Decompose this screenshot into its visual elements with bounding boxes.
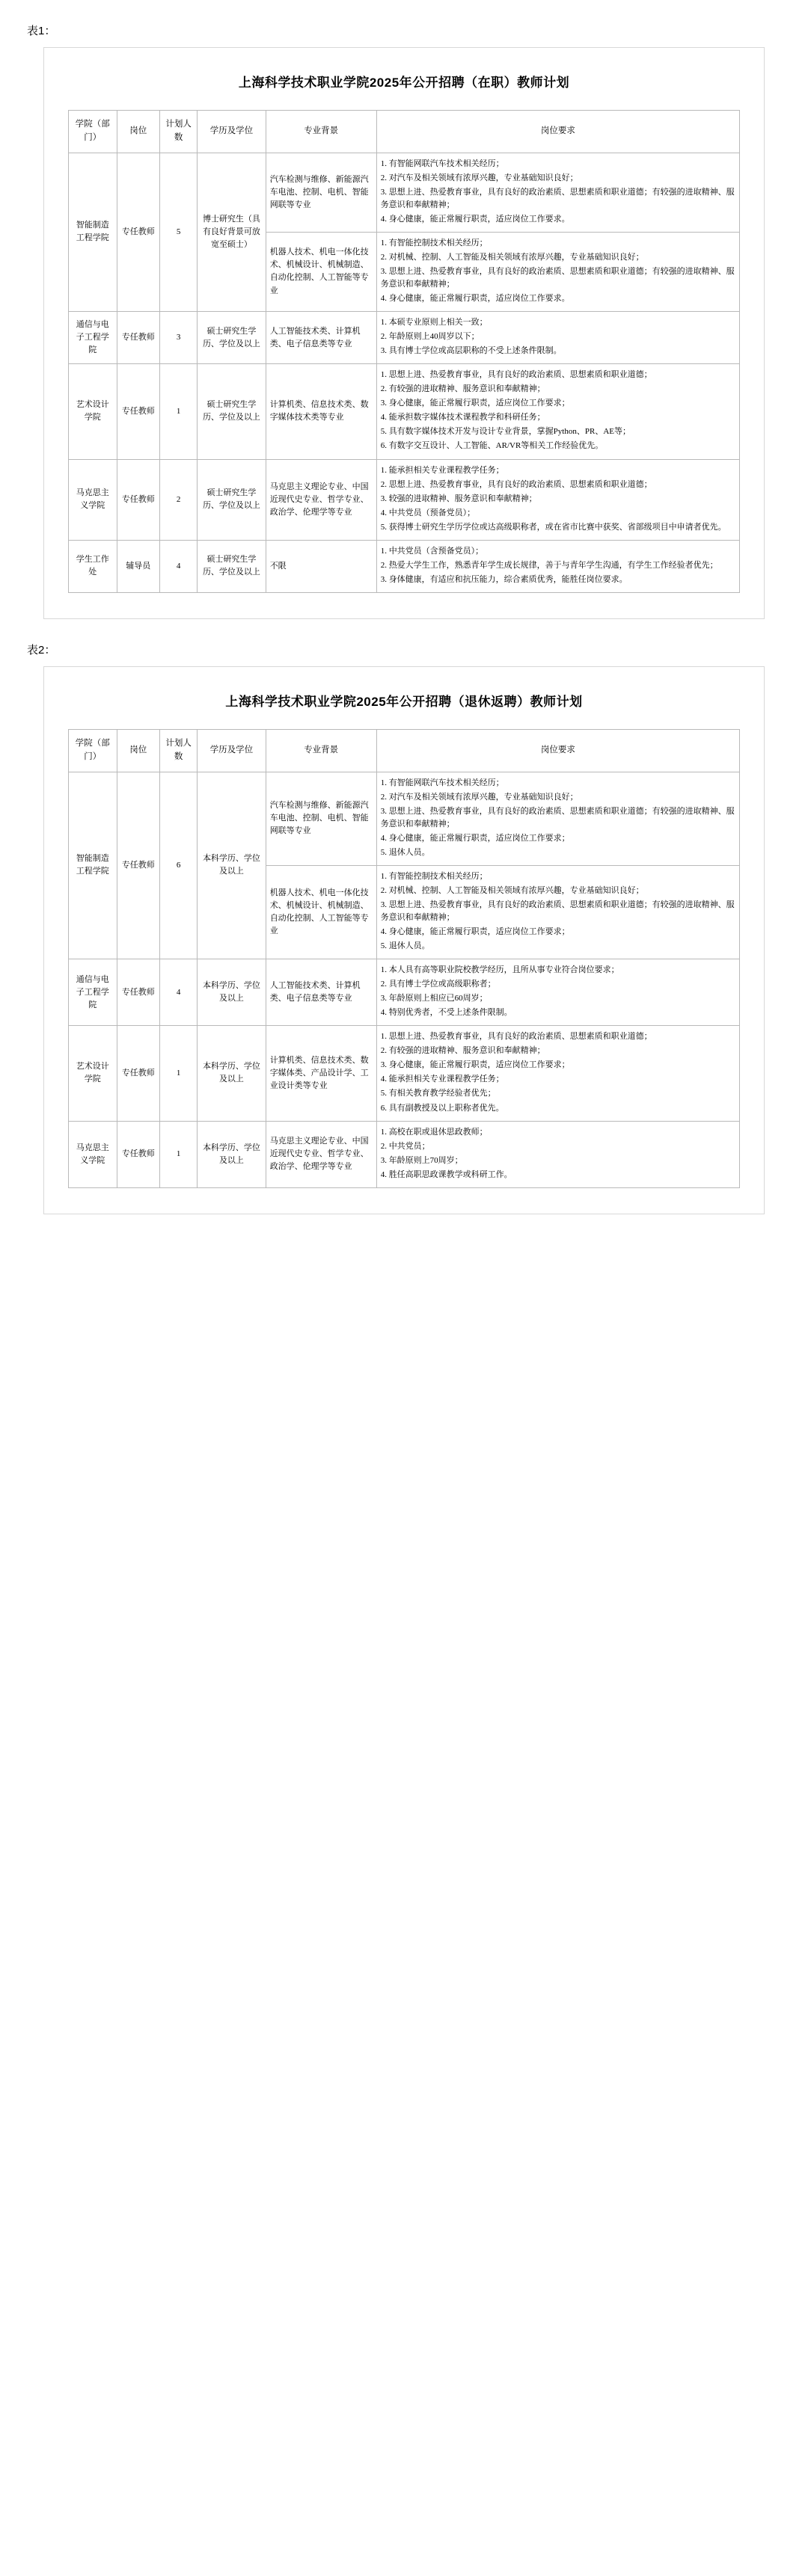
cell-post: 专任教师 bbox=[117, 312, 159, 364]
requirement-item: 6. 具有副教授及以上职称者优先。 bbox=[380, 1103, 504, 1113]
requirement-item: 3. 年龄原则上70周岁； bbox=[380, 1155, 463, 1165]
recruitment-table-2 bbox=[68, 729, 740, 1188]
header-number: 计划人数 bbox=[159, 729, 197, 772]
section-label-2: 表2： bbox=[27, 643, 56, 657]
cell-education: 硕士研究生学历、学位及以上 bbox=[198, 312, 266, 364]
cell-post: 专任教师 bbox=[117, 1026, 159, 1121]
requirement-item: 1. 有智能网联汽车技术相关经历； bbox=[380, 778, 504, 787]
cell-major: 计算机类、信息技术类、数字媒体类、产品设计学、工业设计类等专业 bbox=[266, 1026, 376, 1121]
cell-education: 本科学历、学位及以上 bbox=[198, 1026, 266, 1121]
table-row bbox=[69, 540, 740, 592]
table-body-2 bbox=[69, 772, 740, 1187]
cell-major: 人工智能技术类、计算机类、电子信息类等专业 bbox=[266, 959, 376, 1026]
cell-education: 硕士研究生学历、学位及以上 bbox=[198, 459, 266, 540]
requirement-item: 2. 有较强的进取精神、服务意识和奉献精神； bbox=[380, 384, 545, 394]
requirement-item: 4. 能承担数字媒体技术课程教学和科研任务； bbox=[380, 413, 545, 422]
header-number: 计划人数 bbox=[159, 111, 197, 153]
cell-post: 专任教师 bbox=[117, 364, 159, 459]
card-table-1 bbox=[43, 47, 765, 619]
cell-education: 博士研究生（具有良好背景可放宽至硕士） bbox=[198, 153, 266, 311]
header-education: 学历及学位 bbox=[198, 111, 266, 153]
cell-number: 2 bbox=[159, 459, 197, 540]
requirement-item: 3. 年龄原则上相应已60周岁； bbox=[380, 994, 488, 1003]
requirement-item: 3. 身心健康，能正常履行职责，适应岗位工作要求； bbox=[380, 1060, 570, 1070]
cell-requirements bbox=[376, 312, 739, 364]
table-row bbox=[69, 364, 740, 459]
table-row bbox=[69, 153, 740, 232]
table-row bbox=[69, 1026, 740, 1121]
requirement-item: 4. 身心健康，能正常履行职责，适应岗位工作要求。 bbox=[380, 294, 570, 304]
cell-post: 辅导员 bbox=[117, 540, 159, 592]
requirement-item: 2. 对机械、控制、人工智能及相关领域有浓厚兴趣，专业基础知识良好； bbox=[380, 252, 644, 262]
requirement-item: 2. 对机械、控制、人工智能及相关领域有浓厚兴趣，专业基础知识良好； bbox=[380, 885, 644, 895]
table-row bbox=[69, 459, 740, 540]
cell-major: 汽车检测与维修、新能源汽车电池、控制、电机、智能网联等专业 bbox=[266, 772, 376, 865]
cell-number: 1 bbox=[159, 364, 197, 459]
cell-major: 不限 bbox=[266, 540, 376, 592]
cell-requirements bbox=[376, 865, 739, 959]
cell-number: 4 bbox=[159, 540, 197, 592]
cell-dept: 智能制造工程学院 bbox=[69, 153, 117, 311]
header-requirements: 岗位要求 bbox=[376, 111, 739, 153]
cell-number: 3 bbox=[159, 312, 197, 364]
header-major: 专业背景 bbox=[266, 729, 376, 772]
cell-requirements bbox=[376, 1026, 739, 1121]
cell-number: 6 bbox=[159, 772, 197, 959]
requirement-item: 2. 具有博士学位或高级职称者； bbox=[380, 980, 496, 989]
requirement-item: 3. 身体健康，有适应和抗压能力，综合素质优秀，能胜任岗位要求。 bbox=[380, 574, 628, 584]
table-header-row bbox=[69, 729, 740, 772]
requirement-item: 1. 中共党员（含预备党员）； bbox=[380, 546, 484, 556]
section-label-1: 表1： bbox=[27, 25, 56, 37]
requirement-item: 3. 具有博士学位或高层职称的不受上述条件限制。 bbox=[380, 346, 562, 356]
table-row bbox=[69, 959, 740, 1026]
cell-post: 专任教师 bbox=[117, 772, 159, 959]
requirement-item: 5. 退休人员。 bbox=[380, 847, 430, 857]
requirement-item: 2. 有较强的进取精神、服务意识和奉献精神； bbox=[380, 1046, 545, 1056]
requirement-item: 1. 思想上进、热爱教育事业，具有良好的政治素质、思想素质和职业道德； bbox=[380, 370, 652, 380]
header-post: 岗位 bbox=[117, 729, 159, 772]
requirement-item: 3. 思想上进、热爱教育事业，具有良好的政治素质、思想素质和职业道德；有较强的进取精神、服务意识和奉献精神； bbox=[380, 266, 735, 289]
card-title-2: 上海科学技术职业学院2025年公开招聘（退休返聘）教师计划 bbox=[225, 694, 583, 709]
cell-requirements bbox=[376, 153, 739, 232]
cell-post: 专任教师 bbox=[117, 959, 159, 1026]
cell-dept: 马克思主义学院 bbox=[69, 1121, 117, 1187]
cell-post: 专任教师 bbox=[117, 153, 159, 311]
cell-major: 马克思主义理论专业、中国近现代史专业、哲学专业、政治学、伦理学等专业 bbox=[266, 1121, 376, 1187]
requirement-item: 1. 本人具有高等职业院校教学经历，且所从事专业符合岗位要求； bbox=[380, 965, 619, 975]
requirement-item: 1. 高校在职或退休思政教师； bbox=[380, 1127, 488, 1137]
requirement-item: 4. 身心健康，能正常履行职责，适应岗位工作要求。 bbox=[380, 214, 570, 224]
cell-requirements bbox=[376, 1121, 739, 1187]
requirement-item: 4. 胜任高职思政课教学或科研工作。 bbox=[380, 1169, 512, 1179]
requirement-item: 4. 能承担相关专业课程教学任务； bbox=[380, 1075, 504, 1084]
requirement-item: 5. 获得博士研究生学历学位或达高级职称者，或在省市比赛中获奖、省部级项目中申请者优先。 bbox=[380, 522, 726, 532]
cell-requirements bbox=[376, 540, 739, 592]
cell-dept: 学生工作处 bbox=[69, 540, 117, 592]
table-row bbox=[69, 1121, 740, 1187]
requirement-item: 3. 思想上进、热爱教育事业，具有良好的政治素质、思想素质和职业道德；有较强的进取精神、服务意识和奉献精神； bbox=[380, 187, 735, 209]
requirement-item: 4. 特别优秀者，不受上述条件限制。 bbox=[380, 1008, 512, 1018]
cell-dept: 通信与电子工程学院 bbox=[69, 312, 117, 364]
cell-requirements bbox=[376, 459, 739, 540]
requirement-item: 2. 对汽车及相关领域有浓厚兴趣，专业基础知识良好； bbox=[380, 173, 578, 182]
header-major: 专业背景 bbox=[266, 111, 376, 153]
requirement-item: 1. 有智能控制技术相关经历； bbox=[380, 871, 488, 881]
header-post: 岗位 bbox=[117, 111, 159, 153]
cell-education: 硕士研究生学历、学位及以上 bbox=[198, 364, 266, 459]
requirement-item: 3. 较强的进取精神、服务意识和奉献精神； bbox=[380, 494, 537, 503]
table-body-1 bbox=[69, 153, 740, 592]
requirement-item: 5. 退休人员。 bbox=[380, 941, 430, 951]
cell-major: 机器人技术、机电一体化技术、机械设计、机械制造、自动化控制、人工智能等专业 bbox=[266, 232, 376, 311]
card-table-2 bbox=[43, 666, 765, 1214]
requirement-item: 4. 身心健康，能正常履行职责，适应岗位工作要求； bbox=[380, 926, 570, 936]
requirement-item: 3. 思想上进、热爱教育事业，具有良好的政治素质、思想素质和职业道德；有较强的进取精神、服务意识和奉献精神； bbox=[380, 806, 735, 829]
requirement-item: 1. 有智能控制技术相关经历； bbox=[380, 238, 488, 248]
cell-dept: 马克思主义学院 bbox=[69, 459, 117, 540]
header-dept: 学院（部门） bbox=[69, 729, 117, 772]
cell-requirements bbox=[376, 959, 739, 1026]
cell-post: 专任教师 bbox=[117, 459, 159, 540]
cell-dept: 智能制造工程学院 bbox=[69, 772, 117, 959]
cell-education: 硕士研究生学历、学位及以上 bbox=[198, 540, 266, 592]
requirement-item: 2. 热爱大学生工作，熟悉青年学生成长规律，善于与青年学生沟通，有学生工作经验者优先； bbox=[380, 560, 718, 570]
cell-number: 1 bbox=[159, 1121, 197, 1187]
cell-post: 专任教师 bbox=[117, 1121, 159, 1187]
requirement-item: 1. 有智能网联汽车技术相关经历； bbox=[380, 159, 504, 168]
requirement-item: 5. 有相关教育教学经验者优先； bbox=[380, 1089, 496, 1098]
section-table-1 bbox=[0, 22, 808, 619]
requirement-item: 3. 思想上进、热爱教育事业，具有良好的政治素质、思想素质和职业道德；有较强的进取精神、服务意识和奉献精神； bbox=[380, 900, 735, 922]
requirement-item: 2. 中共党员； bbox=[380, 1141, 430, 1151]
cell-major: 计算机类、信息技术类、数字媒体技术类等专业 bbox=[266, 364, 376, 459]
header-requirements: 岗位要求 bbox=[376, 729, 739, 772]
cell-number: 4 bbox=[159, 959, 197, 1026]
table-row bbox=[69, 312, 740, 364]
cell-education: 本科学历、学位及以上 bbox=[198, 1121, 266, 1187]
section-table-2 bbox=[0, 642, 808, 1214]
requirement-item: 3. 身心健康，能正常履行职责，适应岗位工作要求； bbox=[380, 399, 570, 408]
requirement-item: 6. 有数字交互设计、人工智能、AR/VR等相关工作经验优先。 bbox=[380, 441, 604, 451]
requirement-item: 4. 身心健康，能正常履行职责，适应岗位工作要求； bbox=[380, 833, 570, 843]
header-dept: 学院（部门） bbox=[69, 111, 117, 153]
header-education: 学历及学位 bbox=[198, 729, 266, 772]
cell-major: 汽车检测与维修、新能源汽车电池、控制、电机、智能网联等专业 bbox=[266, 153, 376, 232]
requirement-item: 2. 对汽车及相关领域有浓厚兴趣，专业基础知识良好； bbox=[380, 792, 578, 802]
cell-education: 本科学历、学位及以上 bbox=[198, 959, 266, 1026]
table-header-row bbox=[69, 111, 740, 153]
requirement-item: 1. 思想上进、热爱教育事业，具有良好的政治素质、思想素质和职业道德； bbox=[380, 1032, 652, 1042]
cell-major: 人工智能技术类、计算机类、电子信息类等专业 bbox=[266, 312, 376, 364]
cell-number: 5 bbox=[159, 153, 197, 311]
cell-dept: 艺术设计学院 bbox=[69, 364, 117, 459]
cell-requirements bbox=[376, 364, 739, 459]
cell-major: 机器人技术、机电一体化技术、机械设计、机械制造、自动化控制、人工智能等专业 bbox=[266, 865, 376, 959]
requirement-item: 1. 本硕专业原则上相关一致； bbox=[380, 318, 488, 328]
requirement-item: 5. 具有数字媒体技术开发与设计专业背景，掌握Python、PR、AE等； bbox=[380, 427, 631, 437]
table-row bbox=[69, 772, 740, 865]
requirement-item: 1. 能承担相关专业课程教学任务； bbox=[380, 465, 504, 475]
card-title-1: 上海科学技术职业学院2025年公开招聘（在职）教师计划 bbox=[238, 76, 570, 90]
requirement-item: 2. 年龄原则上40周岁以下； bbox=[380, 332, 480, 342]
document-page bbox=[0, 0, 808, 1267]
requirement-item: 4. 中共党员（预备党员）； bbox=[380, 508, 476, 517]
cell-dept: 艺术设计学院 bbox=[69, 1026, 117, 1121]
cell-major: 马克思主义理论专业、中国近现代史专业、哲学专业、政治学、伦理学等专业 bbox=[266, 459, 376, 540]
cell-requirements bbox=[376, 772, 739, 865]
recruitment-table-1 bbox=[68, 110, 740, 593]
cell-requirements bbox=[376, 232, 739, 311]
cell-dept: 通信与电子工程学院 bbox=[69, 959, 117, 1026]
requirement-item: 2. 思想上进、热爱教育事业，具有良好的政治素质、思想素质和职业道德； bbox=[380, 479, 652, 489]
cell-number: 1 bbox=[159, 1026, 197, 1121]
cell-education: 本科学历、学位及以上 bbox=[198, 772, 266, 959]
